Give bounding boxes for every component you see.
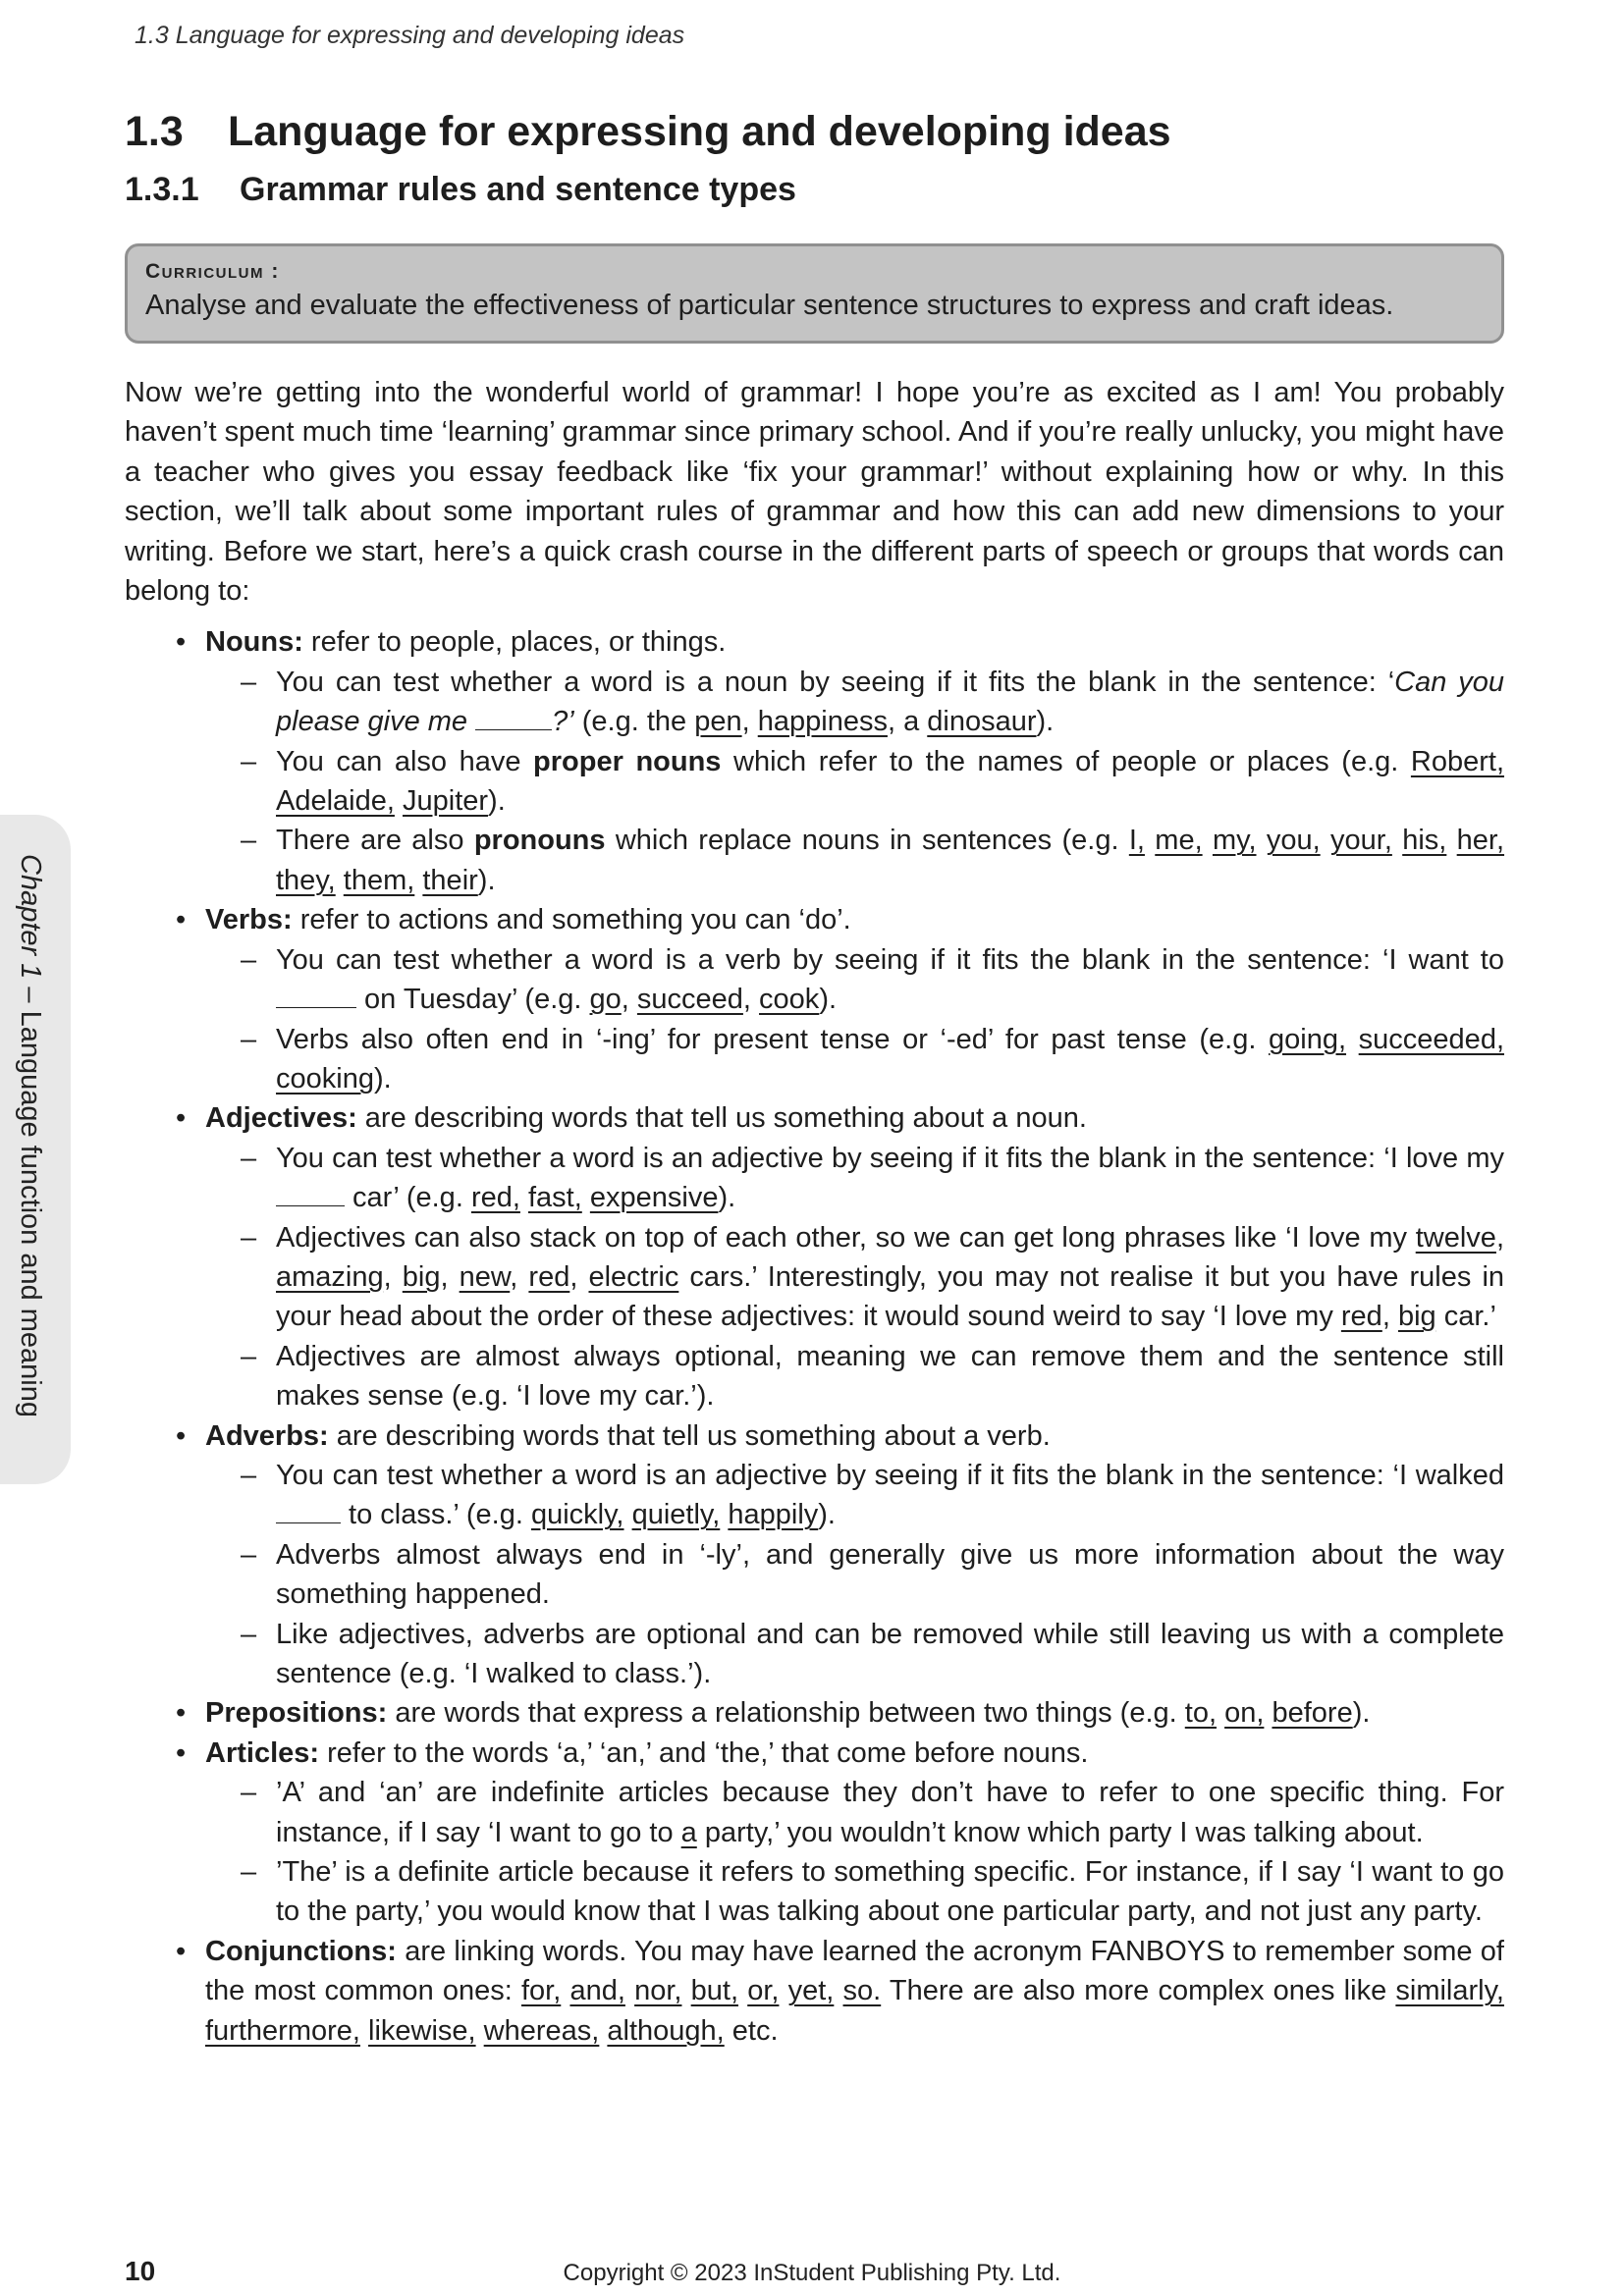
list-item-adverbs — [125, 1416, 1504, 1694]
list-item-nouns — [125, 622, 1504, 900]
example-word: on, — [1224, 1697, 1265, 1730]
def-articles: refer to the words ‘a,’ ‘an,’ and ‘the,’ that come before nouns. — [319, 1736, 1089, 1769]
def-adjectives: are describing words that tell us something about a noun. — [356, 1102, 1087, 1135]
text: You can test whether a word is a verb by seeing if it fits the blank in the sentence: ‘I want to — [276, 943, 1504, 976]
text: ). — [373, 1062, 392, 1095]
example-word: new — [459, 1260, 511, 1293]
list-item: – Adjectives are almost always optional, meaning we can remove them and the sentence still makes sense (e.g. ‘I love my car.’). — [125, 1337, 1504, 1416]
example-word: big — [1397, 1301, 1436, 1333]
term-adverbs: Adverbs: — [205, 1419, 329, 1452]
text: , — [742, 984, 760, 1016]
example-word: I, — [1128, 825, 1145, 857]
example-word: happiness — [757, 706, 888, 738]
bold-term: pronouns — [473, 825, 606, 857]
list-item-conjunctions — [125, 1932, 1504, 2051]
chapter-title: Language function and meaning — [15, 1010, 46, 1418]
text: (e.g. the — [573, 706, 695, 738]
text: ’A’ and ‘an’ are indefinite articles because they don’t have to refer to one specific thing. For instance, if I say ‘I want to go to — [276, 1777, 1504, 1848]
example-word: happily — [728, 1499, 819, 1531]
example-word: Robert, — [1410, 745, 1505, 777]
text: There are also — [276, 825, 474, 857]
blank-line — [475, 704, 552, 730]
copyright-footer: Copyright © 2023 InStudent Publishing Pty. Ltd. — [563, 2260, 1061, 2286]
blank-line — [276, 1497, 341, 1523]
adverbs-sublist — [205, 1456, 1504, 1693]
example-word: red — [528, 1260, 570, 1293]
text-italic: ?’ — [552, 706, 574, 738]
example-word: red — [1340, 1301, 1382, 1333]
term-adjectives: Adjectives: — [205, 1102, 357, 1135]
text: There are also more complex ones like — [881, 1975, 1396, 2007]
text: which refer to the names of people or places (e.g. — [721, 745, 1411, 777]
example-word: pen — [694, 706, 742, 738]
list-item-articles — [125, 1734, 1504, 1932]
example-word: red, — [470, 1182, 520, 1214]
example-word: amazing — [276, 1260, 384, 1293]
list-item-verbs — [125, 900, 1504, 1098]
articles-sublist — [205, 1773, 1504, 1932]
text: which replace nouns in sentences (e.g. — [605, 825, 1129, 857]
section-number: 1.3 — [125, 108, 184, 155]
running-head: 1.3 Language for expressing and developing ideas — [135, 22, 685, 49]
example-word: and, — [569, 1975, 625, 2007]
chapter-dash: – — [15, 979, 46, 1011]
example-word: likewise, — [368, 2014, 476, 2047]
term-conjunctions: Conjunctions: — [205, 1935, 397, 1967]
list-item-prepositions — [125, 1693, 1504, 1733]
example-word: nor, — [634, 1975, 682, 2007]
example-word: their — [422, 864, 478, 896]
term-prepositions: Prepositions: — [205, 1697, 388, 1730]
curriculum-label: Curriculum : — [145, 260, 280, 283]
parts-of-speech-list — [125, 622, 1504, 2051]
example-word: for, — [520, 1975, 562, 2007]
text: ). — [1352, 1697, 1371, 1730]
example-word: to, — [1184, 1697, 1218, 1730]
example-word: twelve — [1415, 1221, 1496, 1254]
example-word: they, — [276, 864, 336, 896]
bold-term: proper nouns — [533, 745, 722, 777]
example-word: a — [680, 1816, 697, 1848]
list-item — [125, 1773, 1504, 1852]
section-title-text: Language for expressing and developing ideas — [228, 108, 1171, 155]
list-item — [125, 940, 1504, 1020]
main-content — [125, 373, 1504, 2051]
example-word: expensive — [589, 1182, 719, 1214]
text: ). — [818, 1499, 836, 1531]
example-word: me, — [1155, 825, 1203, 857]
example-word: dinosaur — [927, 706, 1037, 738]
example-word: similarly, — [1395, 1975, 1504, 2007]
list-item-adjectives — [125, 1098, 1504, 1415]
text: , — [621, 984, 637, 1016]
example-word: them, — [343, 864, 415, 896]
example-word: succeeded, — [1358, 1023, 1504, 1055]
text: Verbs also often end in ‘-ing’ for present tense or ‘-ed’ for past tense (e.g. — [276, 1023, 1270, 1055]
list-item: – Like adjectives, adverbs are optional and can be removed while still leaving us with a complete sentence (e.g. ‘I walked to class.’). — [125, 1615, 1504, 1694]
list-item — [125, 1456, 1504, 1535]
text: etc. — [724, 2014, 779, 2047]
text: ). — [718, 1182, 736, 1214]
subsection-number: 1.3.1 — [125, 171, 199, 208]
example-word: his, — [1402, 825, 1447, 857]
intro-paragraph: Now we’re getting into the wonderful world of grammar! I hope you’re as excited as I am! You probably haven’t spent much time ‘learning’ grammar since primary school. And if you’re really unlucky, you might have a teacher who gives you essay feedback like ‘fix your grammar!’ without explaining how or why. In this section, we’ll talk about some important rules of grammar and how this can add new dimensions to your writing. Before we start, here’s a quick crash course in the different parts of speech or groups that words can belong to: — [125, 377, 1504, 608]
text: to class.’ (e.g. — [341, 1499, 531, 1531]
blank-line — [276, 1180, 345, 1206]
example-word: so. — [842, 1975, 882, 2007]
example-word: fast, — [527, 1182, 582, 1214]
list-item — [125, 663, 1504, 742]
example-word: whereas, — [483, 2014, 600, 2047]
text: car’ (e.g. — [345, 1182, 471, 1214]
list-item — [125, 742, 1504, 822]
text: , a — [887, 706, 928, 738]
text: ). — [477, 864, 496, 896]
text: You can test whether a word is a noun by seeing if it fits the blank in the sentence: ‘ — [276, 666, 1395, 698]
example-word: you, — [1266, 825, 1321, 857]
example-word: cook — [759, 984, 820, 1016]
def-conjunctions: are linking words. You may have learned the acronym FANBOYS to remember some of the most common ones: — [205, 1935, 1504, 2007]
curriculum-box — [125, 243, 1504, 344]
text: ). — [1036, 706, 1055, 738]
chapter-side-label — [14, 854, 46, 1417]
text: on Tuesday’ (e.g. — [356, 984, 590, 1016]
example-word: before — [1272, 1697, 1353, 1730]
text: You can also have — [276, 745, 534, 777]
adjectives-sublist — [205, 1139, 1504, 1416]
list-item: – ’The’ is a definite article because it refers to something specific. For instance, if I say ‘I want to go to the party,’ you would know that I was talking about one particular party, and not just any party. — [125, 1852, 1504, 1932]
subsection-title-text: Grammar rules and sentence types — [240, 171, 796, 208]
blank-line — [276, 982, 356, 1008]
example-word: her, — [1456, 825, 1505, 857]
section-title — [125, 108, 1171, 156]
list-item: – Adverbs almost always end in ‘-ly’, and generally give us more information about the way something happened. — [125, 1535, 1504, 1615]
text: party,’ you wouldn’t know which party I was talking about. — [696, 1816, 1424, 1848]
verbs-sublist — [205, 940, 1504, 1099]
term-verbs: Verbs: — [205, 904, 293, 936]
example-word: or, — [747, 1975, 780, 2007]
def-prepositions: are words that express a relationship between two things (e.g. — [387, 1697, 1185, 1730]
term-articles: Articles: — [205, 1736, 320, 1769]
example-word: quietly, — [631, 1499, 721, 1531]
example-word: although, — [607, 2014, 725, 2047]
text: You can test whether a word is an adjective by seeing if it fits the blank in the sentence: ‘I walked — [276, 1459, 1504, 1491]
def-nouns: refer to people, places, or things. — [302, 626, 727, 659]
example-word: electric — [588, 1260, 679, 1293]
example-word: Jupiter — [403, 785, 489, 818]
example-word: your, — [1330, 825, 1392, 857]
subsection-title — [125, 171, 796, 209]
example-word: Adelaide, — [276, 785, 395, 818]
chapter-label: Chapter 1 — [15, 854, 46, 980]
list-item: – Adjectives can also stack on top of each other, so we can get long phrases like ‘I love my twelve, amazing, big, new, red, electric cars.’ Interestingly, you may not realise it but you have rules in your head about the order of these adjectives: it would sound weird to say ‘I love my red, big car.’ — [125, 1218, 1504, 1337]
term-nouns: Nouns: — [205, 626, 303, 659]
example-word: my, — [1212, 825, 1257, 857]
example-word: going, — [1269, 1023, 1347, 1055]
text: ). — [488, 785, 506, 818]
example-word: go — [589, 984, 622, 1016]
text: ). — [819, 984, 838, 1016]
list-item — [125, 821, 1504, 900]
text: , — [741, 706, 758, 738]
curriculum-text: Analyse and evaluate the effectiveness of particular sentence structures to express and craft ideas. — [145, 290, 1394, 321]
page-number: 10 — [125, 2256, 156, 2286]
text: Adjectives can also stack on top of each other, so we can get long phrases like ‘I love my — [276, 1221, 1416, 1254]
text-italic: Can you please give me — [276, 666, 1504, 738]
example-word: yet, — [787, 1975, 835, 2007]
example-word: quickly, — [530, 1499, 624, 1531]
example-word: succeed — [636, 984, 743, 1016]
example-word: but, — [690, 1975, 739, 2007]
list-item — [125, 1139, 1504, 1218]
list-item — [125, 1020, 1504, 1099]
text: car.’ — [1435, 1301, 1496, 1333]
example-word: furthermore, — [205, 2014, 360, 2047]
nouns-sublist — [205, 663, 1504, 900]
def-adverbs: are describing words that tell us something about a verb. — [328, 1419, 1051, 1452]
text: cars.’ Interestingly, you may not realise it but you have rules in your head about the order of these adjectives: it would sound weird to say ‘I love my — [276, 1260, 1505, 1333]
example-word: big — [402, 1260, 441, 1293]
text: You can test whether a word is an adjective by seeing if it fits the blank in the sentence: ‘I love my — [276, 1142, 1504, 1174]
example-word: cooking — [276, 1062, 374, 1095]
def-verbs: refer to actions and something you can ‘do’. — [292, 904, 851, 936]
